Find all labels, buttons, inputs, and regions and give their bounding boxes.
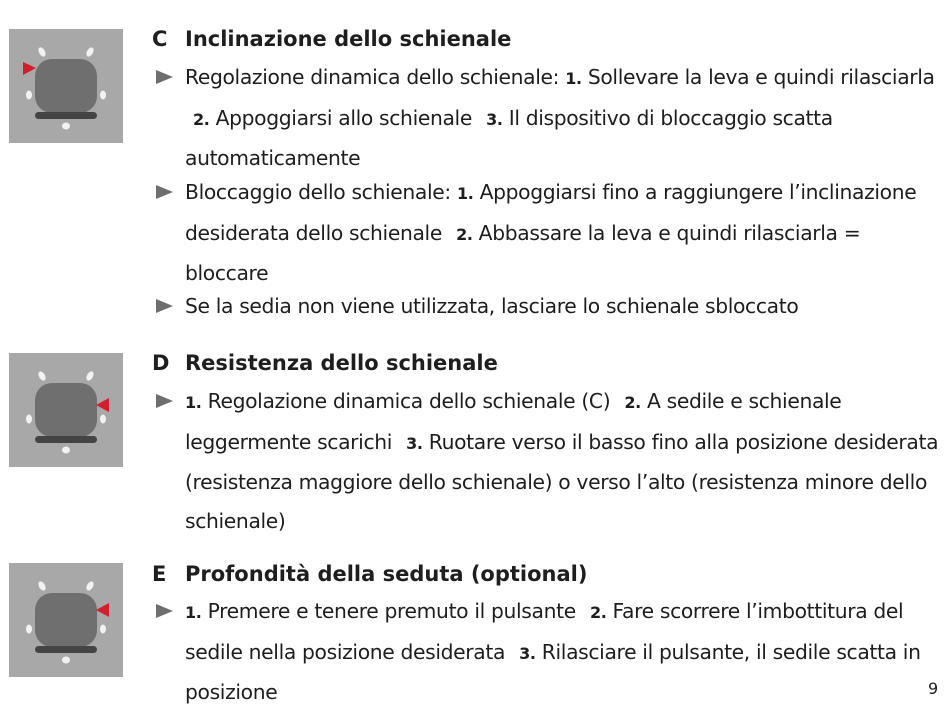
bullet-arrow-icon: [156, 70, 173, 84]
chair-icon: [9, 563, 123, 677]
section-title: Inclinazione dello schienale: [185, 27, 512, 51]
bullet-text: 1. Regolazione dinamica dello schienale (C) 2. A sedile e schienale leggermente scarichi 3. Ruotare verso il basso fino alla posizione desiderata (resistenza maggiore dello schienale) o verso l’alto (resistenza minore dello schienale): [185, 389, 939, 533]
chair-illustration: [9, 353, 123, 467]
section-letter: D: [152, 351, 170, 375]
bullet-text: Regolazione dinamica dello schienale: 1. Sollevare la leva e quindi rilasciarla 2. Appoggiarsi allo schienale 3. Il dispositivo di bloccaggio scatta automaticamente: [185, 65, 935, 170]
adjustment-marker: [96, 398, 109, 412]
bullet-arrow-icon: [156, 185, 173, 199]
chair-illustration: [9, 563, 123, 677]
bullet-text: Bloccaggio dello schienale: 1. Appoggiarsi fino a raggiungere l’inclinazione desiderata dello schienale 2. Abbassare la leva e quindi rilasciarla = bloccare: [185, 180, 917, 285]
section-title: Resistenza dello schienale: [185, 351, 498, 375]
chair-icon: [9, 29, 123, 143]
chair-illustration: [9, 29, 123, 143]
bullet-arrow-icon: [156, 604, 173, 618]
adjustment-marker: [96, 603, 109, 617]
section-letter: E: [152, 562, 167, 586]
bullet-text: Se la sedia non viene utilizzata, lasciare lo schienale sbloccato: [185, 294, 799, 318]
adjustment-marker: [23, 62, 36, 75]
bullet-arrow-icon: [156, 394, 173, 408]
bullet-text: 1. Premere e tenere premuto il pulsante 2. Fare scorrere l’imbottitura del sedile nella posizione desiderata 3. Rilasciare il pulsante, il sedile scatta in posizione: [185, 599, 921, 704]
section-letter: C: [152, 27, 168, 51]
chair-icon: [9, 353, 123, 467]
section-title: Profondità della seduta (optional): [185, 562, 588, 586]
page-number: 9: [928, 679, 939, 698]
bullet-arrow-icon: [156, 299, 173, 313]
